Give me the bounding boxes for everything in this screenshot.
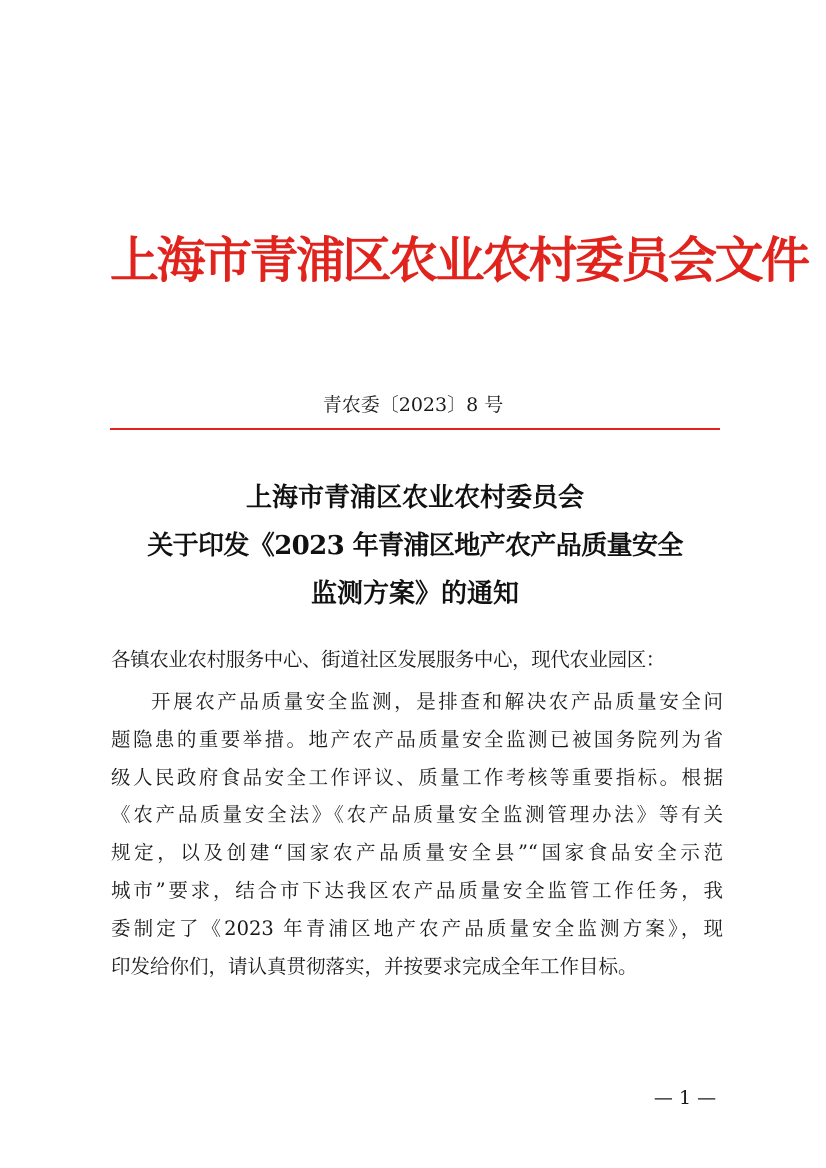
page-number: — 1 — — [653, 1087, 717, 1109]
document-header: 上海市青浦区农业农村委员会文件 — [110, 231, 808, 289]
body-line: 印发给你们，请认真贯彻落实，并按要求完成全年工作目标。 — [111, 954, 638, 978]
body-line: 开展农产品质量安全监测，是排查和解决农产品质量安全问 — [151, 690, 723, 713]
body-line: 级人民政府食品安全工作评议、质量工作考核等重要指标。根据 — [111, 765, 723, 789]
red-divider-line — [110, 428, 720, 430]
title-line-3: 监测方案》的通知 — [310, 579, 519, 609]
body-line: 规定，以及创建“国家农产品质量安全县”“国家食品安全示范 — [111, 841, 723, 865]
title-line-2: 关于印发《2023 年青浦区地产农产品质量安全 — [147, 531, 683, 561]
body-text — [111, 683, 723, 985]
salutation: 各镇农业农村服务中心、街道社区发展服务中心，现代农业园区： — [111, 648, 665, 671]
document-number: 青农委〔2023〕8 号 — [322, 394, 504, 416]
title-line-1: 上海市青浦区农业农村委员会 — [245, 483, 584, 513]
body-line: 《农产品质量安全法》《农产品质量安全监测管理办法》等有关 — [111, 803, 723, 827]
document-title — [100, 474, 730, 618]
body-line: 城市”要求，结合市下达我区农产品质量安全监管工作任务，我 — [111, 878, 723, 902]
body-line: 题隐患的重要举措。地产农产品质量安全监测已被国务院列为省 — [111, 727, 723, 751]
body-line: 委制定了《2023 年青浦区地产农产品质量安全监测方案》，现 — [111, 916, 723, 940]
